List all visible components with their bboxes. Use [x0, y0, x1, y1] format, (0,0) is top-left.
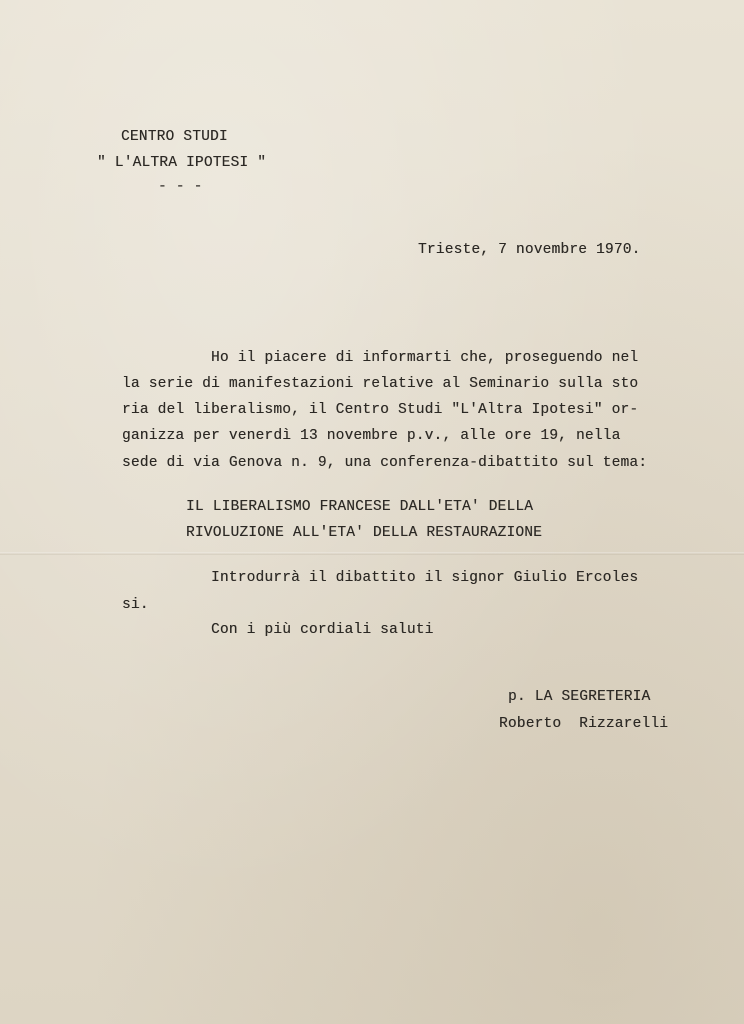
body-line: sede di via Genova n. 9, una conferenza-dibattito sul tema:: [122, 455, 648, 471]
org-subtitle: " L'ALTRA IPOTESI ": [97, 155, 267, 171]
body-line: ganizza per venerdì 13 novembre p.v., alle ore 19, nella: [122, 428, 621, 444]
body-line: la serie di manifestazioni relative al Seminario sulla sto: [122, 376, 639, 392]
org-name: CENTRO STUDI: [121, 129, 228, 145]
paper-fold: [0, 552, 744, 555]
body-line: Ho il piacere di informarti che, proseguendo nel: [211, 350, 639, 366]
theme-title-line: IL LIBERALISMO FRANCESE DALL'ETA' DELLA: [186, 499, 534, 515]
salutation: Con i più cordiali saluti: [211, 622, 434, 638]
theme-title-line: RIVOLUZIONE ALL'ETA' DELLA RESTAURAZIONE: [186, 525, 543, 541]
letter-date: Trieste, 7 novembre 1970.: [418, 242, 641, 258]
body-line: ria del liberalismo, il Centro Studi "L'Altra Ipotesi" or-: [122, 402, 639, 418]
header-divider: - - -: [158, 179, 203, 195]
signature-office: p. LA SEGRETERIA: [508, 689, 651, 705]
intro-line: si.: [122, 597, 149, 613]
intro-line: Introdurrà il dibattito il signor Giulio Ercoles: [211, 570, 639, 586]
signature-name: Roberto Rizzarelli: [499, 716, 669, 732]
